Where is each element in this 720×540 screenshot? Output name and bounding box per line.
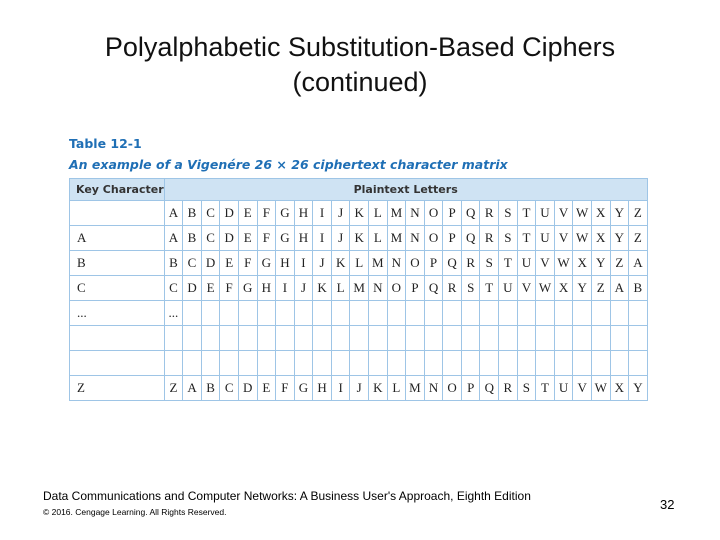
matrix-cell: W [554, 251, 573, 276]
matrix-cell [610, 301, 629, 326]
slide-title [0, 30, 720, 100]
matrix-cell: Y [610, 201, 629, 226]
matrix-cell [164, 326, 183, 351]
table-row [70, 276, 648, 301]
key-character-cell: ... [70, 301, 165, 326]
matrix-cell: Y [573, 276, 592, 301]
key-character-cell [70, 201, 165, 226]
matrix-cell: A [164, 201, 183, 226]
matrix-cell: B [183, 201, 202, 226]
plaintext-letters-header: Plaintext Letters [164, 179, 647, 201]
matrix-cell: W [591, 376, 610, 401]
matrix-cell: I [294, 251, 313, 276]
matrix-cell: Q [480, 376, 499, 401]
matrix-cell [629, 301, 648, 326]
matrix-cell: R [480, 201, 499, 226]
matrix-cell [573, 351, 592, 376]
matrix-cell: C [201, 226, 220, 251]
footer-citation: Data Communications and Computer Networks: A Business User's Approach, Eighth Edition [43, 489, 531, 503]
matrix-cell: H [257, 276, 276, 301]
matrix-cell [257, 351, 276, 376]
matrix-cell: U [536, 201, 555, 226]
matrix-cell [313, 301, 332, 326]
matrix-cell: C [220, 376, 239, 401]
matrix-cell: P [443, 201, 462, 226]
matrix-cell: S [499, 226, 518, 251]
matrix-cell: S [480, 251, 499, 276]
matrix-cell: E [238, 201, 257, 226]
matrix-cell [350, 351, 369, 376]
matrix-cell [201, 301, 220, 326]
matrix-cell [276, 301, 295, 326]
matrix-cell [424, 301, 443, 326]
matrix-cell [480, 326, 499, 351]
key-character-cell: A [70, 226, 165, 251]
matrix-cell: M [387, 201, 406, 226]
matrix-cell [201, 351, 220, 376]
matrix-cell [387, 326, 406, 351]
matrix-cell [536, 301, 555, 326]
matrix-cell: Z [591, 276, 610, 301]
table-header-row [70, 179, 648, 201]
matrix-cell: C [201, 201, 220, 226]
matrix-cell [406, 351, 425, 376]
matrix-cell: H [276, 251, 295, 276]
matrix-cell [499, 326, 518, 351]
matrix-cell: R [461, 251, 480, 276]
matrix-cell [424, 351, 443, 376]
matrix-cell [480, 301, 499, 326]
slide-title-line-1: Polyalphabetic Substitution-Based Ciphers [104, 32, 616, 62]
matrix-cell: E [238, 226, 257, 251]
matrix-cell: V [573, 376, 592, 401]
matrix-cell: N [369, 276, 388, 301]
matrix-cell: Z [164, 376, 183, 401]
matrix-cell [461, 326, 480, 351]
matrix-cell: C [183, 251, 202, 276]
matrix-cell: T [499, 251, 518, 276]
matrix-cell: O [424, 201, 443, 226]
matrix-cell [461, 351, 480, 376]
key-character-cell: Z [70, 376, 165, 401]
matrix-cell [517, 351, 536, 376]
matrix-cell: U [554, 376, 573, 401]
matrix-cell [220, 351, 239, 376]
matrix-cell [183, 351, 202, 376]
matrix-cell [573, 326, 592, 351]
matrix-cell [238, 301, 257, 326]
matrix-cell [536, 351, 555, 376]
matrix-cell: W [573, 226, 592, 251]
matrix-cell: O [387, 276, 406, 301]
matrix-cell [443, 351, 462, 376]
vigenere-matrix-table [69, 178, 648, 401]
matrix-cell: A [164, 226, 183, 251]
matrix-cell: P [424, 251, 443, 276]
matrix-cell: N [406, 226, 425, 251]
matrix-cell [276, 351, 295, 376]
matrix-cell [201, 326, 220, 351]
matrix-cell: J [294, 276, 313, 301]
matrix-cell: S [499, 201, 518, 226]
matrix-cell: K [331, 251, 350, 276]
matrix-cell: U [536, 226, 555, 251]
matrix-cell [573, 301, 592, 326]
matrix-cell: W [536, 276, 555, 301]
matrix-cell: X [573, 251, 592, 276]
matrix-cell [629, 326, 648, 351]
matrix-cell [183, 326, 202, 351]
matrix-cell: D [201, 251, 220, 276]
matrix-cell: O [443, 376, 462, 401]
key-character-header: Key Character [70, 179, 165, 201]
matrix-cell: I [313, 201, 332, 226]
matrix-cell [443, 301, 462, 326]
matrix-cell: V [554, 226, 573, 251]
matrix-cell [554, 351, 573, 376]
matrix-cell [499, 351, 518, 376]
matrix-cell: A [183, 376, 202, 401]
matrix-cell [220, 326, 239, 351]
matrix-cell: N [387, 251, 406, 276]
table-row [70, 251, 648, 276]
matrix-cell: I [276, 276, 295, 301]
matrix-cell: T [517, 201, 536, 226]
table-row [70, 326, 648, 351]
matrix-cell: B [183, 226, 202, 251]
matrix-cell: D [220, 201, 239, 226]
matrix-cell: I [331, 376, 350, 401]
matrix-cell [591, 351, 610, 376]
matrix-cell [629, 351, 648, 376]
matrix-cell [610, 326, 629, 351]
matrix-cell: Q [461, 201, 480, 226]
matrix-cell [313, 326, 332, 351]
matrix-cell [350, 301, 369, 326]
matrix-cell: X [554, 276, 573, 301]
matrix-cell: B [164, 251, 183, 276]
matrix-cell [406, 301, 425, 326]
matrix-cell [350, 326, 369, 351]
matrix-cell: Z [610, 251, 629, 276]
matrix-cell: H [294, 226, 313, 251]
matrix-cell: L [350, 251, 369, 276]
matrix-cell [331, 326, 350, 351]
matrix-cell: Q [461, 226, 480, 251]
matrix-cell [369, 351, 388, 376]
table-row [70, 226, 648, 251]
matrix-cell: G [238, 276, 257, 301]
matrix-cell [294, 301, 313, 326]
matrix-cell [183, 301, 202, 326]
matrix-cell: V [517, 276, 536, 301]
matrix-cell: Y [591, 251, 610, 276]
matrix-cell [387, 351, 406, 376]
matrix-cell: H [294, 201, 313, 226]
matrix-cell: M [350, 276, 369, 301]
matrix-cell: D [220, 226, 239, 251]
key-character-cell: C [70, 276, 165, 301]
matrix-cell: M [369, 251, 388, 276]
matrix-cell: J [313, 251, 332, 276]
matrix-cell [164, 351, 183, 376]
matrix-cell: L [387, 376, 406, 401]
matrix-cell: P [461, 376, 480, 401]
matrix-cell: U [499, 276, 518, 301]
matrix-cell: G [294, 376, 313, 401]
matrix-cell [276, 326, 295, 351]
matrix-cell [536, 326, 555, 351]
matrix-cell [238, 351, 257, 376]
matrix-cell [499, 301, 518, 326]
matrix-cell: J [350, 376, 369, 401]
matrix-cell: ... [164, 301, 183, 326]
matrix-cell: L [369, 201, 388, 226]
matrix-cell: F [220, 276, 239, 301]
matrix-cell: D [238, 376, 257, 401]
matrix-cell: E [257, 376, 276, 401]
matrix-cell [480, 351, 499, 376]
matrix-cell: Z [629, 226, 648, 251]
matrix-cell: L [369, 226, 388, 251]
matrix-cell: J [331, 226, 350, 251]
matrix-cell: V [554, 201, 573, 226]
matrix-cell: X [591, 201, 610, 226]
matrix-cell [424, 326, 443, 351]
matrix-cell: X [610, 376, 629, 401]
matrix-cell: E [201, 276, 220, 301]
matrix-cell [406, 326, 425, 351]
matrix-cell [610, 351, 629, 376]
matrix-cell: X [591, 226, 610, 251]
matrix-cell: B [201, 376, 220, 401]
matrix-cell: F [257, 201, 276, 226]
matrix-cell: K [350, 226, 369, 251]
matrix-cell: S [461, 276, 480, 301]
key-character-cell: B [70, 251, 165, 276]
matrix-cell [369, 326, 388, 351]
matrix-cell: N [424, 376, 443, 401]
matrix-cell [554, 301, 573, 326]
matrix-cell: K [350, 201, 369, 226]
matrix-cell: B [629, 276, 648, 301]
matrix-cell: K [369, 376, 388, 401]
key-character-cell [70, 351, 165, 376]
matrix-cell: J [331, 201, 350, 226]
key-character-cell [70, 326, 165, 351]
table-row [70, 301, 648, 326]
matrix-cell [331, 301, 350, 326]
matrix-cell: S [517, 376, 536, 401]
matrix-cell: M [406, 376, 425, 401]
matrix-cell [517, 301, 536, 326]
matrix-cell [220, 301, 239, 326]
matrix-cell: M [387, 226, 406, 251]
matrix-cell: R [443, 276, 462, 301]
matrix-cell [461, 301, 480, 326]
table-row [70, 351, 648, 376]
matrix-cell [369, 301, 388, 326]
matrix-cell: F [276, 376, 295, 401]
matrix-cell: L [331, 276, 350, 301]
matrix-cell [257, 326, 276, 351]
footer-copyright: © 2016. Cengage Learning. All Rights Reserved. [43, 507, 227, 517]
matrix-cell: O [424, 226, 443, 251]
matrix-cell: P [406, 276, 425, 301]
matrix-cell: H [313, 376, 332, 401]
matrix-cell: I [313, 226, 332, 251]
page-number: 32 [660, 497, 675, 512]
matrix-cell [443, 326, 462, 351]
table-row [70, 376, 648, 401]
matrix-cell [517, 326, 536, 351]
matrix-cell: K [313, 276, 332, 301]
matrix-cell: G [257, 251, 276, 276]
matrix-cell: T [517, 226, 536, 251]
matrix-cell: P [443, 226, 462, 251]
matrix-cell: D [183, 276, 202, 301]
matrix-cell: Q [424, 276, 443, 301]
matrix-cell [294, 351, 313, 376]
matrix-cell: F [238, 251, 257, 276]
matrix-cell [294, 326, 313, 351]
table-row [70, 201, 648, 226]
matrix-cell [257, 301, 276, 326]
matrix-cell: N [406, 201, 425, 226]
matrix-cell [591, 326, 610, 351]
matrix-cell [331, 351, 350, 376]
matrix-cell: G [276, 226, 295, 251]
matrix-cell: V [536, 251, 555, 276]
matrix-cell: G [276, 201, 295, 226]
matrix-cell: T [480, 276, 499, 301]
matrix-cell: A [610, 276, 629, 301]
matrix-cell [238, 326, 257, 351]
matrix-cell [554, 326, 573, 351]
matrix-cell: R [480, 226, 499, 251]
matrix-cell: C [164, 276, 183, 301]
matrix-cell: R [499, 376, 518, 401]
slide-title-line-2: (continued) [292, 67, 428, 97]
matrix-cell: W [573, 201, 592, 226]
matrix-cell: U [517, 251, 536, 276]
matrix-cell: Y [629, 376, 648, 401]
matrix-cell: O [406, 251, 425, 276]
matrix-cell: T [536, 376, 555, 401]
matrix-cell [313, 351, 332, 376]
matrix-cell: Q [443, 251, 462, 276]
matrix-cell: Y [610, 226, 629, 251]
matrix-cell [591, 301, 610, 326]
matrix-cell: A [629, 251, 648, 276]
matrix-cell: E [220, 251, 239, 276]
matrix-cell [387, 301, 406, 326]
matrix-cell: Z [629, 201, 648, 226]
table-caption: An example of a Vigenére 26 × 26 ciphertext character matrix [69, 157, 508, 172]
table-number: Table 12-1 [69, 136, 142, 151]
matrix-cell: F [257, 226, 276, 251]
